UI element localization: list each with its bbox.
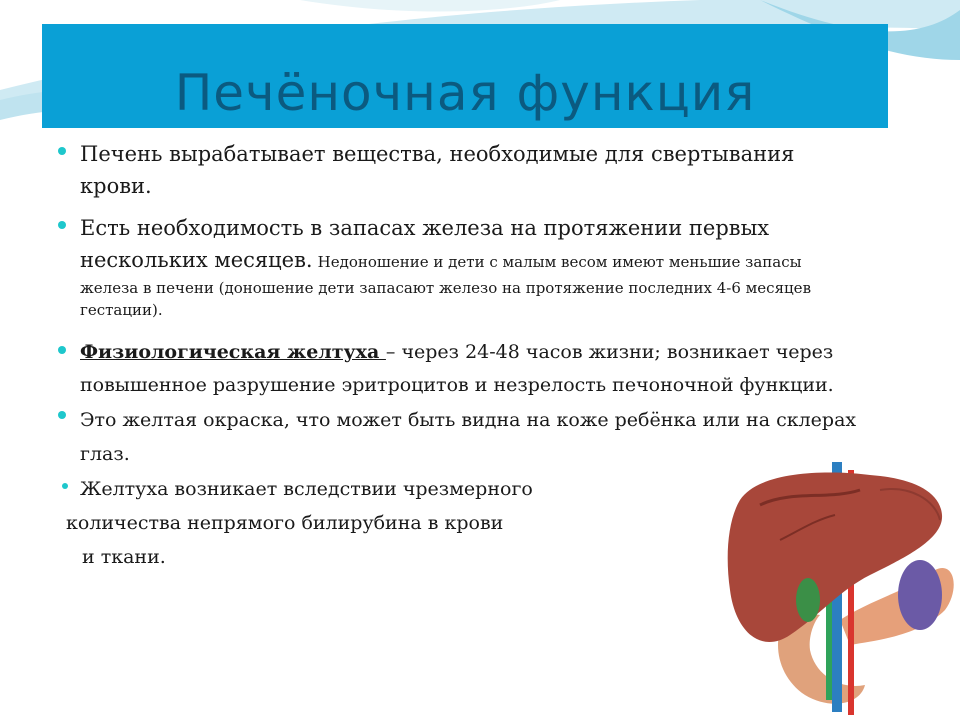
bullet-3-rest-b: повышенное разрушение эритроцитов и незрелость печоночной функции.: [80, 374, 834, 396]
bullet-2: [80, 212, 940, 321]
jaundice-term: Физиологическая желтуха: [80, 341, 386, 363]
bullet-2-small-b: железа в печени (доношение дети запасают железо на протяжение последних 4-6 месяцев: [80, 279, 812, 297]
bullet-2-small-a: Недоношение и дети с малым весом имеют меньшие запасы: [317, 253, 802, 271]
bullet-5-line-2: количества непрямого билирубина в крови: [66, 512, 504, 534]
bullet-2-main-a: Есть необходимость в запасах железа на протяжении первых: [80, 216, 770, 240]
bullet-4-line-1: Это желтая окраска, что может быть видна на коже ребёнка или на склерах: [80, 409, 857, 431]
bullet-dot: [58, 411, 66, 419]
bullet-1: [80, 138, 794, 202]
bullet-1-line-1: Печень вырабатывает вещества, необходимые для свертывания: [80, 142, 795, 166]
bullet-dot: [58, 221, 66, 229]
title-bar: [42, 24, 888, 128]
bullet-2-main-b: нескольких месяцев.: [80, 248, 313, 272]
bullet-dot: [58, 147, 66, 155]
bullet-5: [66, 472, 533, 574]
bullet-1-line-2: крови.: [80, 174, 152, 198]
bullet-3-rest-a: – через 24-48 часов жизни; возникает через: [385, 341, 834, 363]
bullet-4-line-2: глаз.: [80, 443, 130, 465]
bullet-3: [80, 336, 834, 402]
liver-illustration: [720, 460, 960, 720]
bullet-dot: [58, 346, 66, 354]
bullet-5-line-1: Желтуха возникает вследствии чрезмерного: [80, 478, 533, 500]
bullet-5-line-3: и ткани.: [82, 546, 166, 568]
bullet-dot: [62, 483, 68, 489]
slide-title: Печёночная функция: [174, 64, 756, 122]
bullet-2-small-c: гестации).: [80, 301, 163, 319]
